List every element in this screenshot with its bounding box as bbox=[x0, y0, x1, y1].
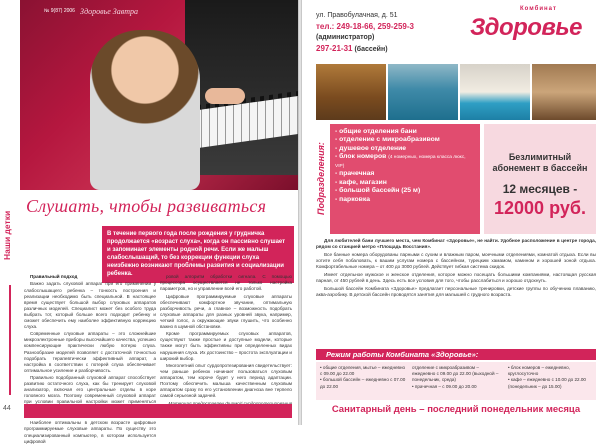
address: ул. Правобулачная, д. 51 bbox=[316, 12, 398, 19]
paragraph: Важно задать слуховой аппарат при его применении у слабослышащего ребенка – тонкость построения и реализации необходимо быть специальной. В настоящее время существует большой выбор слуховых аппаратов различных моделей. Специалист может без особого труда выбрать тот, который больше всего подходит ребенку и сможет обеспечить ему наиболее эффективную коррекцию слуха. bbox=[24, 281, 156, 329]
footer-band bbox=[24, 404, 292, 418]
page-number: 44 bbox=[3, 405, 11, 412]
article-lead: В течение первого года после рождения у грудничка продолжается «возраст слуха», когда он пассивно слушает и запоминает элементы родной речи. Если же малыш слабослышащий, то без коррекции функции слуха неизбежно возникают проблемы развития и социализации ребенка. bbox=[102, 226, 294, 283]
service-item: - блок номеров (4 номерных, номера класса люкс, VIP) bbox=[335, 153, 466, 169]
brand-name: Здоровье bbox=[470, 14, 583, 41]
sanitary-day-notice: Санитарный день – последний понедельник месяца bbox=[331, 404, 581, 415]
paragraph: Все банные номера оборудованы парными с сухим и влажным паром, моечными отделениями, комнатой отдыха. Если вы хотите себя побаловать, к вашим услугам номера с бассейном, турецким хамамом, камином и хорошей зоной отдыха. Комфортабельные номера – от 400 до 3000 рублей. Действует гибкая система скидок. bbox=[316, 252, 596, 270]
right-page bbox=[302, 0, 600, 425]
pool-photo bbox=[388, 64, 458, 120]
service-item: - кафе, магазин bbox=[335, 178, 387, 186]
child-piano-photo bbox=[20, 0, 298, 190]
hours-banner bbox=[316, 349, 596, 360]
promo-title: Безлимитный абонемент в бассейн bbox=[492, 152, 588, 173]
sauna-photo bbox=[316, 64, 386, 120]
piano-shape bbox=[185, 0, 298, 175]
phone-main: тел.: 249-18-66, 259-259-3 bbox=[316, 22, 414, 31]
section-rubric: Наши детки bbox=[2, 210, 12, 260]
article-column-2 bbox=[160, 274, 292, 407]
paragraph: Кроме программируемых слуховых аппаратов, существуют также простые и доступные модели, которые также могут быть эффективны при определенных видах нарушения слуха. Их достоинство – простота эксплуатации и широкий выбор. bbox=[160, 331, 292, 361]
hours-column-1: • общие отделения, мытье – ежедневно с 09.00 до 22.00 • большой бассейн – ежедневно с 07.00 до 22.00 bbox=[320, 365, 406, 389]
service-detail: (4 номерных, номера класса люкс, VIP) bbox=[335, 155, 466, 169]
issue-tag: № 9(87) 2006 bbox=[44, 8, 75, 14]
phone-note: (администратор) bbox=[316, 34, 375, 41]
paragraph: Наиболее оптимальны в детском возрасте цифровые программируемые слуховые аппараты. По существу это специализированный компьютер, в котором используется цифровой bbox=[24, 420, 156, 444]
paragraph: Большой бассейн Комбината «Здоровье» предлагает персональные тренировки, детские группы по обучению плаванию, аква-аэробику. В детской бассейн проводятся занятия для малышей с грудного возраста. bbox=[316, 286, 596, 298]
ad-body bbox=[316, 238, 596, 300]
service-item: - прачечная bbox=[335, 170, 375, 178]
paragraph: Цифровые программируемые слуховые аппараты обеспечивают комфортное звучание, оптимальную разборчивость речи, а главное – возможность подобрать слуховые аппараты для разных уровней звука, например, четкий голос, а окружающие звуки глушить, что особенно важно в шумной обстановке. bbox=[160, 293, 292, 329]
paragraph: Для любителей бани лучшего места, чем Комбинат «Здоровье», не найти. Удобное расположение в центре города, рядом со станцией метро «Площадь Восстания». bbox=[316, 238, 596, 250]
promo-price: 12000 руб. bbox=[494, 197, 586, 218]
service-item: - отделение с микроабразивом bbox=[335, 136, 440, 144]
paragraph: ровой алгоритм обработки сигнала. С помощью процессора осуществляется не только настройка параметров, но и управление всей его работой. bbox=[160, 274, 292, 292]
service-item: - парковка bbox=[335, 195, 371, 203]
pool-promo bbox=[484, 124, 596, 234]
left-page bbox=[0, 0, 298, 444]
brand-kombinat: Комбинат bbox=[520, 6, 557, 12]
subheading: Правильный подход bbox=[30, 274, 78, 279]
services-rubric: Подразделения: bbox=[316, 142, 326, 216]
services-list bbox=[330, 124, 480, 234]
service-item: - большой бассейн (25 м) bbox=[335, 187, 421, 195]
child-hand bbox=[205, 88, 245, 104]
pool-hall-photo bbox=[460, 64, 530, 120]
hours-column-2: отделение с микроабразивом – ежедневно с 09.00 до 22.00 (выходной – понедельник, среда) • прачечная – с 09.00 до 20.00 bbox=[412, 365, 499, 389]
hours-table bbox=[316, 362, 596, 400]
paragraph: Современные слуховые аппараты – это сложнейшие микроэлектронные приборы высочайшего качества, успешно компенсирующие практически любую потерю слуха. Разнообразие моделей позволяет с достаточной точностью подобрать терапевтически эффективный аппарат, а настройка в соответствии с потерей слуха обеспечивает оптимальное усиление и разборчивость. bbox=[24, 331, 156, 373]
contact-block bbox=[316, 12, 466, 56]
hours-column-3: • блок номеров – ежедневно, круглосуточно • кафе – ежедневно с 10.00 до 22.00 (понедельник – до 15.00) bbox=[508, 365, 586, 389]
service-item: - общие отделения бани bbox=[335, 128, 417, 135]
hours-title: Режим работы Комбината «Здоровье»: bbox=[326, 350, 479, 359]
service-item: - душевое отделение bbox=[335, 144, 407, 152]
child-figure bbox=[90, 30, 200, 190]
phone-pool-note: (бассейн) bbox=[354, 46, 388, 53]
interior-photo bbox=[532, 64, 596, 120]
promo-term: 12 месяцев - bbox=[502, 181, 578, 196]
facility-photos bbox=[316, 64, 596, 120]
rubric-line bbox=[9, 285, 11, 395]
brand-logo bbox=[470, 6, 595, 46]
paragraph: Правильно подобранный слуховой аппарат способствует развитию остаточного слуха, как бы тренирует слуховой анализатор, включая его центральные отделы в коре головного мозга. Поэтому современный слуховой аппарат при условии правильной настройки может применяться bbox=[24, 375, 156, 405]
paragraph: Многолетний опыт сурдопротезирования свидетельствует: чем раньше ребенок начинает пользоваться слуховым аппаратом, тем короче будет у него период адаптации. Поэтому обеспечить малыша качественным слуховым аппаратом сразу по его установлении диагноза вне терпело самой серьезной задачей. bbox=[160, 363, 292, 399]
phone-pool: 297-21-31 bbox=[316, 44, 353, 53]
paragraph: Имеет отдельное мужское и женское отделения, которое можно посещать большими компаниями, настоящая русская парная, от 450 рублей в день. Здесь есть все условия для того, чтобы расслабиться и хорошо отдохнуть. bbox=[316, 272, 596, 284]
magazine-logo: Здоровье Завтра bbox=[80, 7, 138, 16]
article-column-1 bbox=[24, 274, 156, 446]
article-heading: Слушать, чтобы развиваться bbox=[26, 196, 267, 216]
